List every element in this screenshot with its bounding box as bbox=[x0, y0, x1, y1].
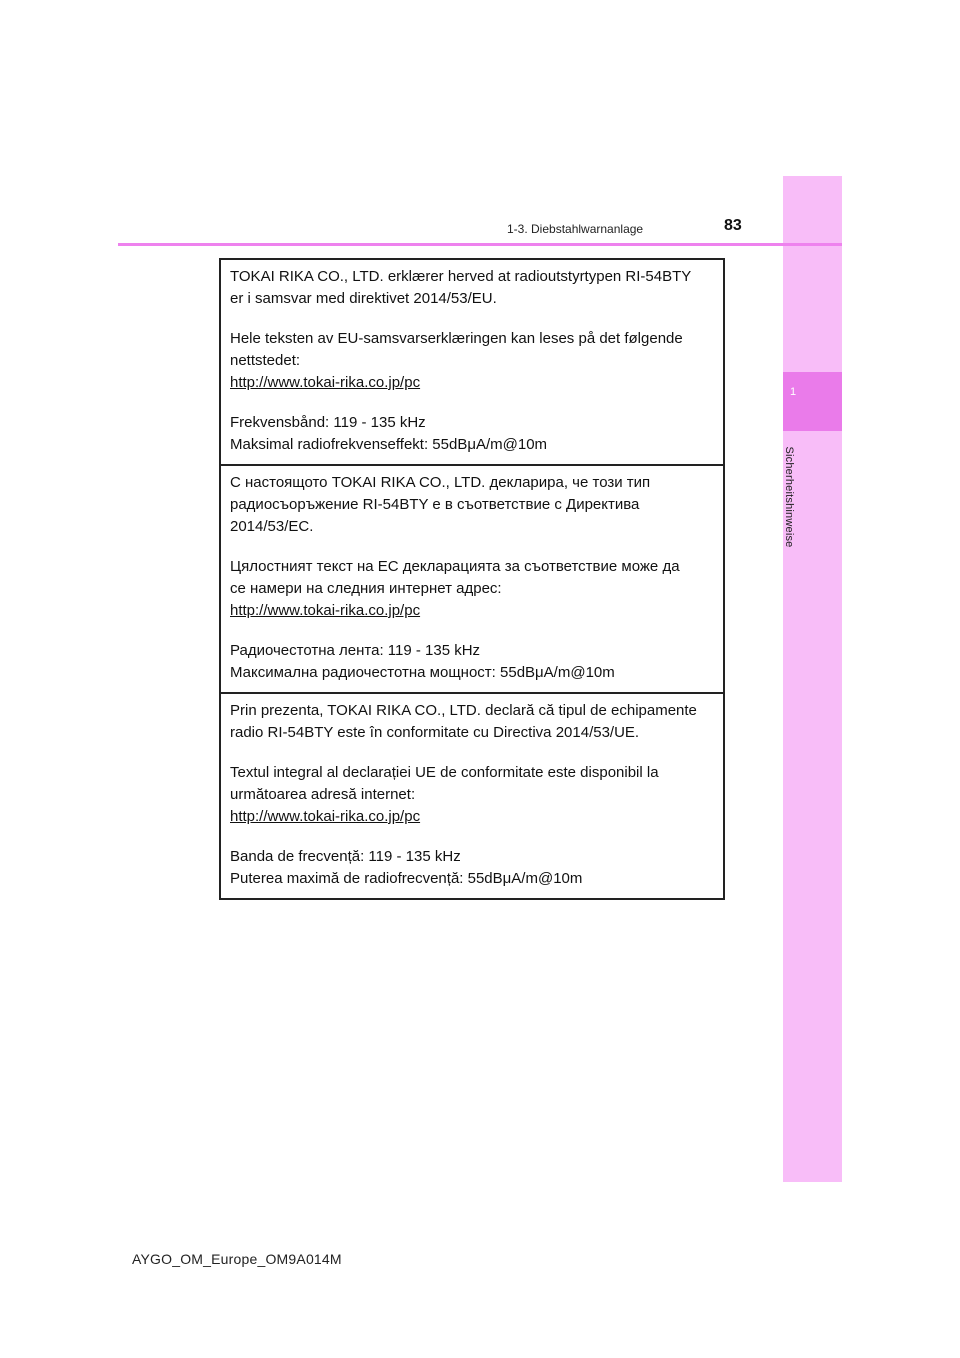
fulltext-line: Hele teksten av EU-samsvarserklæringen kan leses på det følgende bbox=[230, 330, 683, 347]
header-rule bbox=[118, 243, 842, 246]
chapter-tab-active[interactable] bbox=[783, 372, 842, 431]
frequency-band: Frekvensbånd: 119 - 135 kHz bbox=[230, 414, 426, 431]
declaration-box bbox=[219, 258, 725, 900]
statement-line: радиосъоръжение RI-54BTY е в съответствие с Директива bbox=[230, 496, 640, 513]
chapter-side-tab bbox=[783, 176, 842, 1182]
page-number: 83 bbox=[724, 217, 742, 234]
fulltext-line: Цялостният текст на ЕС декларацията за съответствие може да bbox=[230, 558, 680, 575]
section-title: 1-3. Diebstahlwarnanlage bbox=[507, 222, 644, 236]
fulltext-line: următoarea adresă internet: bbox=[230, 786, 416, 803]
statement-line: С настоящото TOKAI RIKA CO., LTD. декларира, че този тип bbox=[230, 474, 651, 491]
declaration-norwegian bbox=[221, 260, 723, 464]
max-power: Puterea maximă de radiofrecvență: 55dBμA/m@10m bbox=[230, 870, 583, 887]
max-power: Максимална радиочестотна мощност: 55dBμA/m@10m bbox=[230, 664, 615, 681]
declaration-url-link[interactable]: http://www.tokai-rika.co.jp/pc bbox=[230, 808, 421, 825]
declaration-romanian bbox=[221, 692, 723, 898]
max-power: Maksimal radiofrekvenseffekt: 55dBμA/m@10m bbox=[230, 436, 548, 453]
declaration-url-link[interactable]: http://www.tokai-rika.co.jp/pc bbox=[230, 602, 421, 619]
frequency-band: Banda de frecvență: 119 - 135 kHz bbox=[230, 848, 461, 865]
fulltext-line: nettstedet: bbox=[230, 352, 301, 369]
frequency-band: Радиочестотна лента: 119 - 135 kHz bbox=[230, 642, 481, 659]
chapter-number: 1 bbox=[789, 386, 797, 398]
statement-line: TOKAI RIKA CO., LTD. erklærer herved at radioutstyrtypen RI-54BTY bbox=[230, 268, 692, 285]
statement-line: radio RI-54BTY este în conformitate cu Directiva 2014/53/UE. bbox=[230, 724, 640, 741]
fulltext-line: Textul integral al declarației UE de conformitate este disponibil la bbox=[230, 764, 659, 781]
declaration-bulgarian bbox=[221, 464, 723, 692]
statement-line: Prin prezenta, TOKAI RIKA CO., LTD. declară că tipul de echipamente bbox=[230, 702, 697, 719]
statement-line: 2014/53/ЕС. bbox=[230, 518, 314, 535]
statement-line: er i samsvar med direktivet 2014/53/EU. bbox=[230, 290, 497, 307]
document-id: AYGO_OM_Europe_OM9A014M bbox=[132, 1251, 342, 1267]
fulltext-line: се намери на следния интернет адрес: bbox=[230, 580, 502, 597]
chapter-label: Sicherheitshinweise bbox=[783, 446, 795, 548]
declaration-url-link[interactable]: http://www.tokai-rika.co.jp/pc bbox=[230, 374, 421, 391]
